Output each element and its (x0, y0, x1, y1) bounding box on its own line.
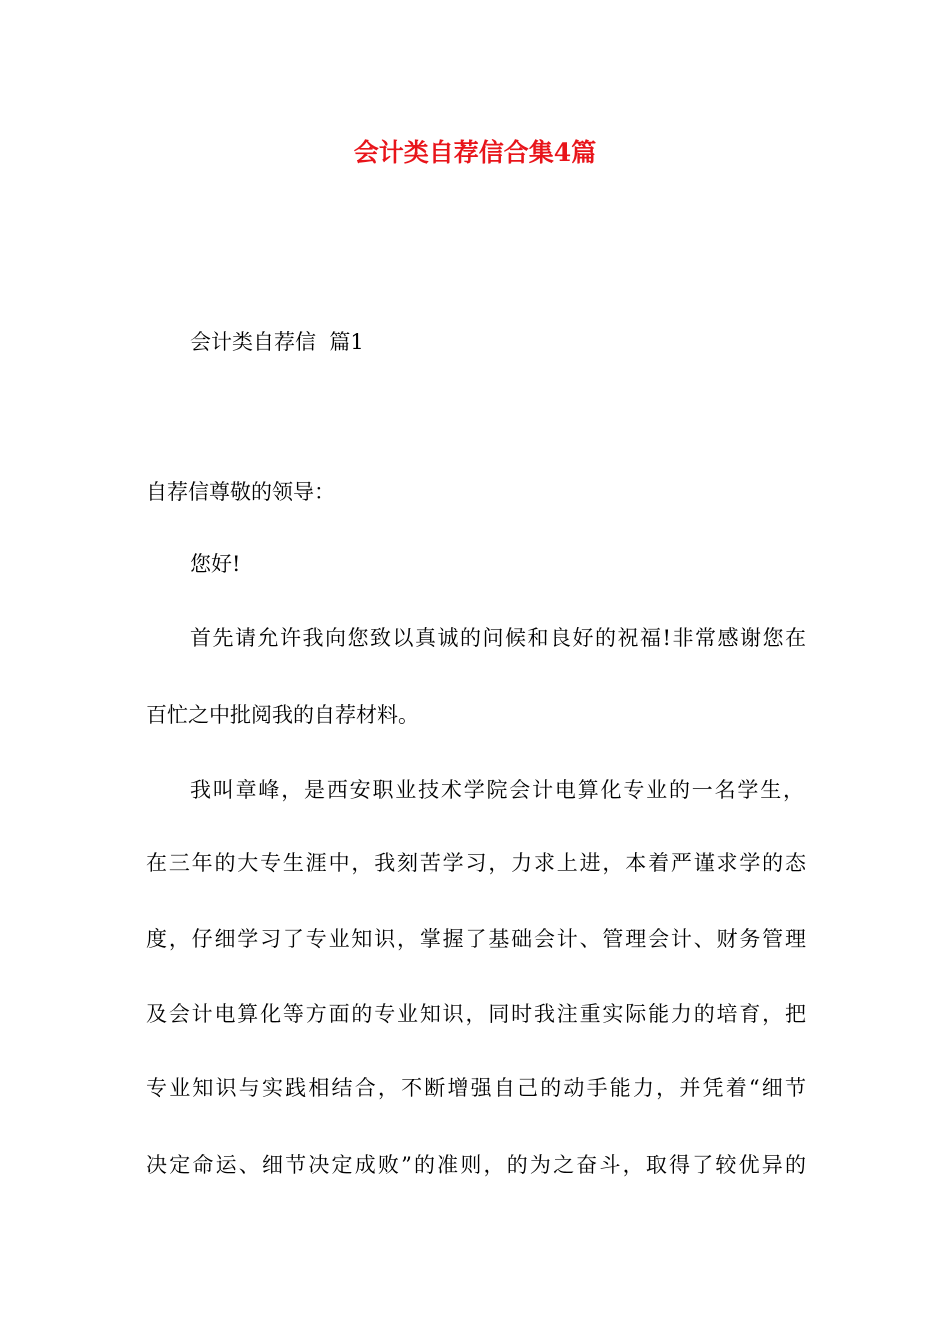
paragraph-2-line-2: 在三年的大专生涯中，我刻苦学习，力求上进，本着严谨求学的态 (146, 851, 806, 875)
paragraph-1-line-1: 首先请允许我向您致以真诚的问候和良好的祝福!非常感谢您在 (190, 626, 806, 650)
paragraph-2-line-3: 度，仔细学习了专业知识，掌握了基础会计、管理会计、财务管理 (146, 927, 806, 951)
paragraph-2-line-6: 决定命运、细节决定成败”的准则，的为之奋斗，取得了较优异的 (146, 1153, 806, 1177)
paragraph-1-line-2: 百忙之中批阅我的自荐材料。 (146, 703, 419, 727)
document-title: 会计类自荐信合集4篇 (353, 138, 597, 167)
paragraph-2-line-5: 专业知识与实践相结合，不断增强自己的动手能力，并凭着“细节 (146, 1076, 806, 1100)
paragraph-2-line-4: 及会计电算化等方面的专业知识，同时我注重实际能力的培育，把 (146, 1002, 806, 1026)
salutation: 自荐信尊敬的领导： (146, 480, 335, 504)
section-heading: 会计类自荐信 篇1 (190, 330, 364, 354)
greeting: 您好! (190, 552, 241, 576)
paragraph-2-line-1: 我叫章峰，是西安职业技术学院会计电算化专业的一名学生， (190, 778, 804, 802)
